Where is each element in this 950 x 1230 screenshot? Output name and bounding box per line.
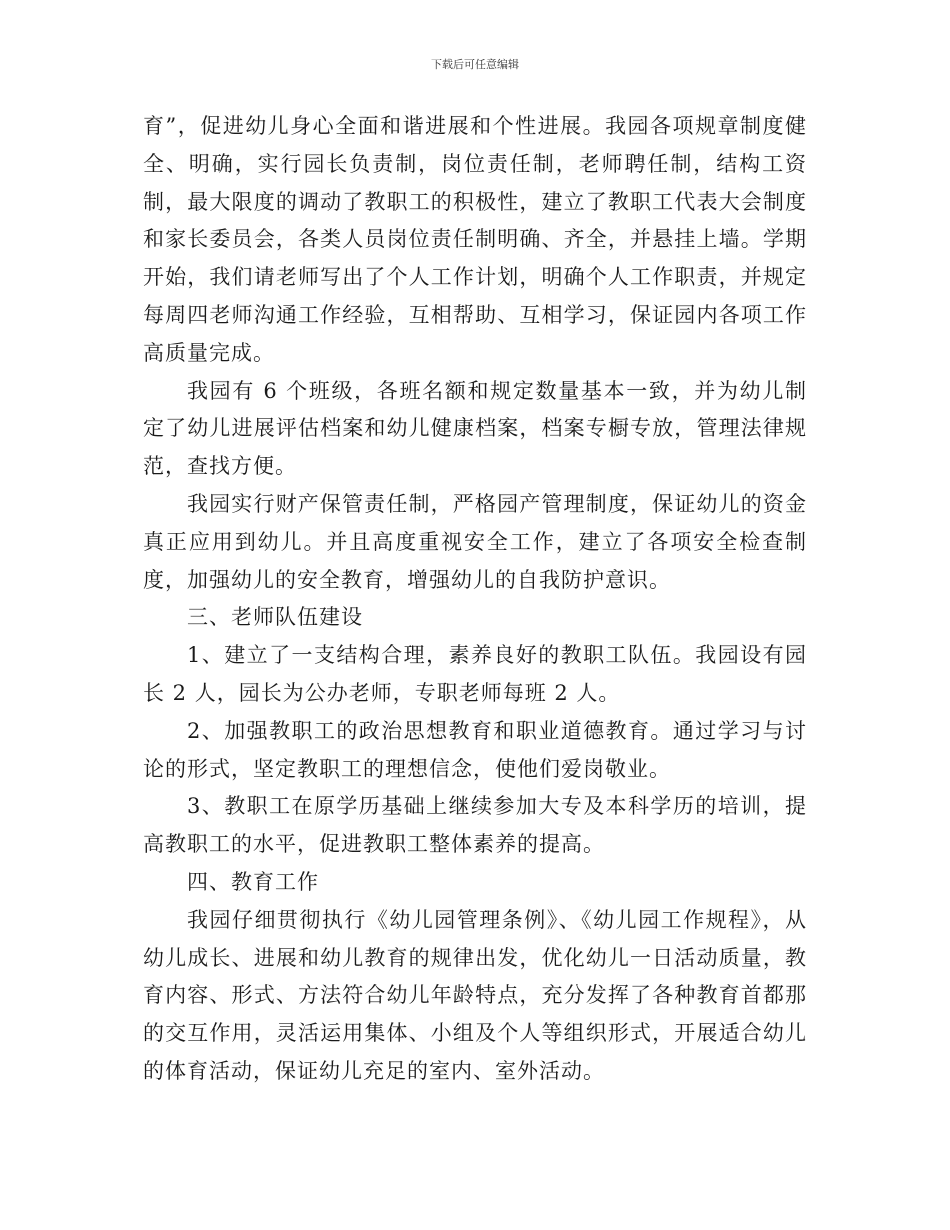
list-item-2: 2、加强教职工的政治思想教育和职业道德教育。通过学习与讨论的形式，坚定教职工的理想信念，使他们爱岗敬业。 <box>143 718 807 781</box>
list-item-3: 3、教职工在原学历基础上继续参加大专及本科学历的培训，提高教职工的水平，促进教职工整体素养的提高。 <box>143 794 807 857</box>
paragraph-class-info: 我园有 6 个班级，各班名额和规定数量基本一致，并为幼儿制定了幼儿进展评估档案和幼儿健康档案，档案专橱专放，管理法律规范，查找方便。 <box>143 378 807 479</box>
paragraph-property-safety: 我园实行财产保管责任制，严格园产管理制度，保证幼儿的资金真正应用到幼儿。并且高度重视安全工作，建立了各项安全检查制度，加强幼儿的安全教育，增强幼儿的自我防护意识。 <box>143 491 807 592</box>
section-heading-education: 四、教育工作 <box>187 869 319 894</box>
document-body <box>143 108 807 1091</box>
list-item-1: 1、建立了一支结构合理，素养良好的教职工队伍。我园设有园长 2 人，园长为公办老师，专职老师每班 2 人。 <box>143 643 807 705</box>
section-heading-teacher-team: 三、老师队伍建设 <box>187 605 363 630</box>
paragraph-education-work: 我园仔细贯彻执行《幼儿园管理条例》、《幼儿园工作规程》，从幼儿成长、进展和幼儿教育的规律出发，优化幼儿一日活动质量，教育内容、形式、方法符合幼儿年龄特点，充分发挥了各种教育首都那的交互作用，灵活运用集体、小组及个人等组织形式，开展适合幼儿的体育活动，保证幼儿充足的室内、室外活动。 <box>143 907 807 1083</box>
paragraph-continuation: 育”，促进幼儿身心全面和谐进展和个性进展。我园各项规章制度健全、明确，实行园长负责制，岗位责任制，老师聘任制，结构工资制，最大限度的调动了教职工的积极性，建立了教职工代表大会制度和家长委员会，各类人员岗位责任制明确、齐全，并悬挂上墙。学期开始，我们请老师写出了个人工作计划，明确个人工作职责，并规定每周四老师沟通工作经验，互相帮助、互相学习，保证园内各项工作高质量完成。 <box>143 114 807 365</box>
page-header: 下载后可任意编辑 <box>431 58 519 71</box>
